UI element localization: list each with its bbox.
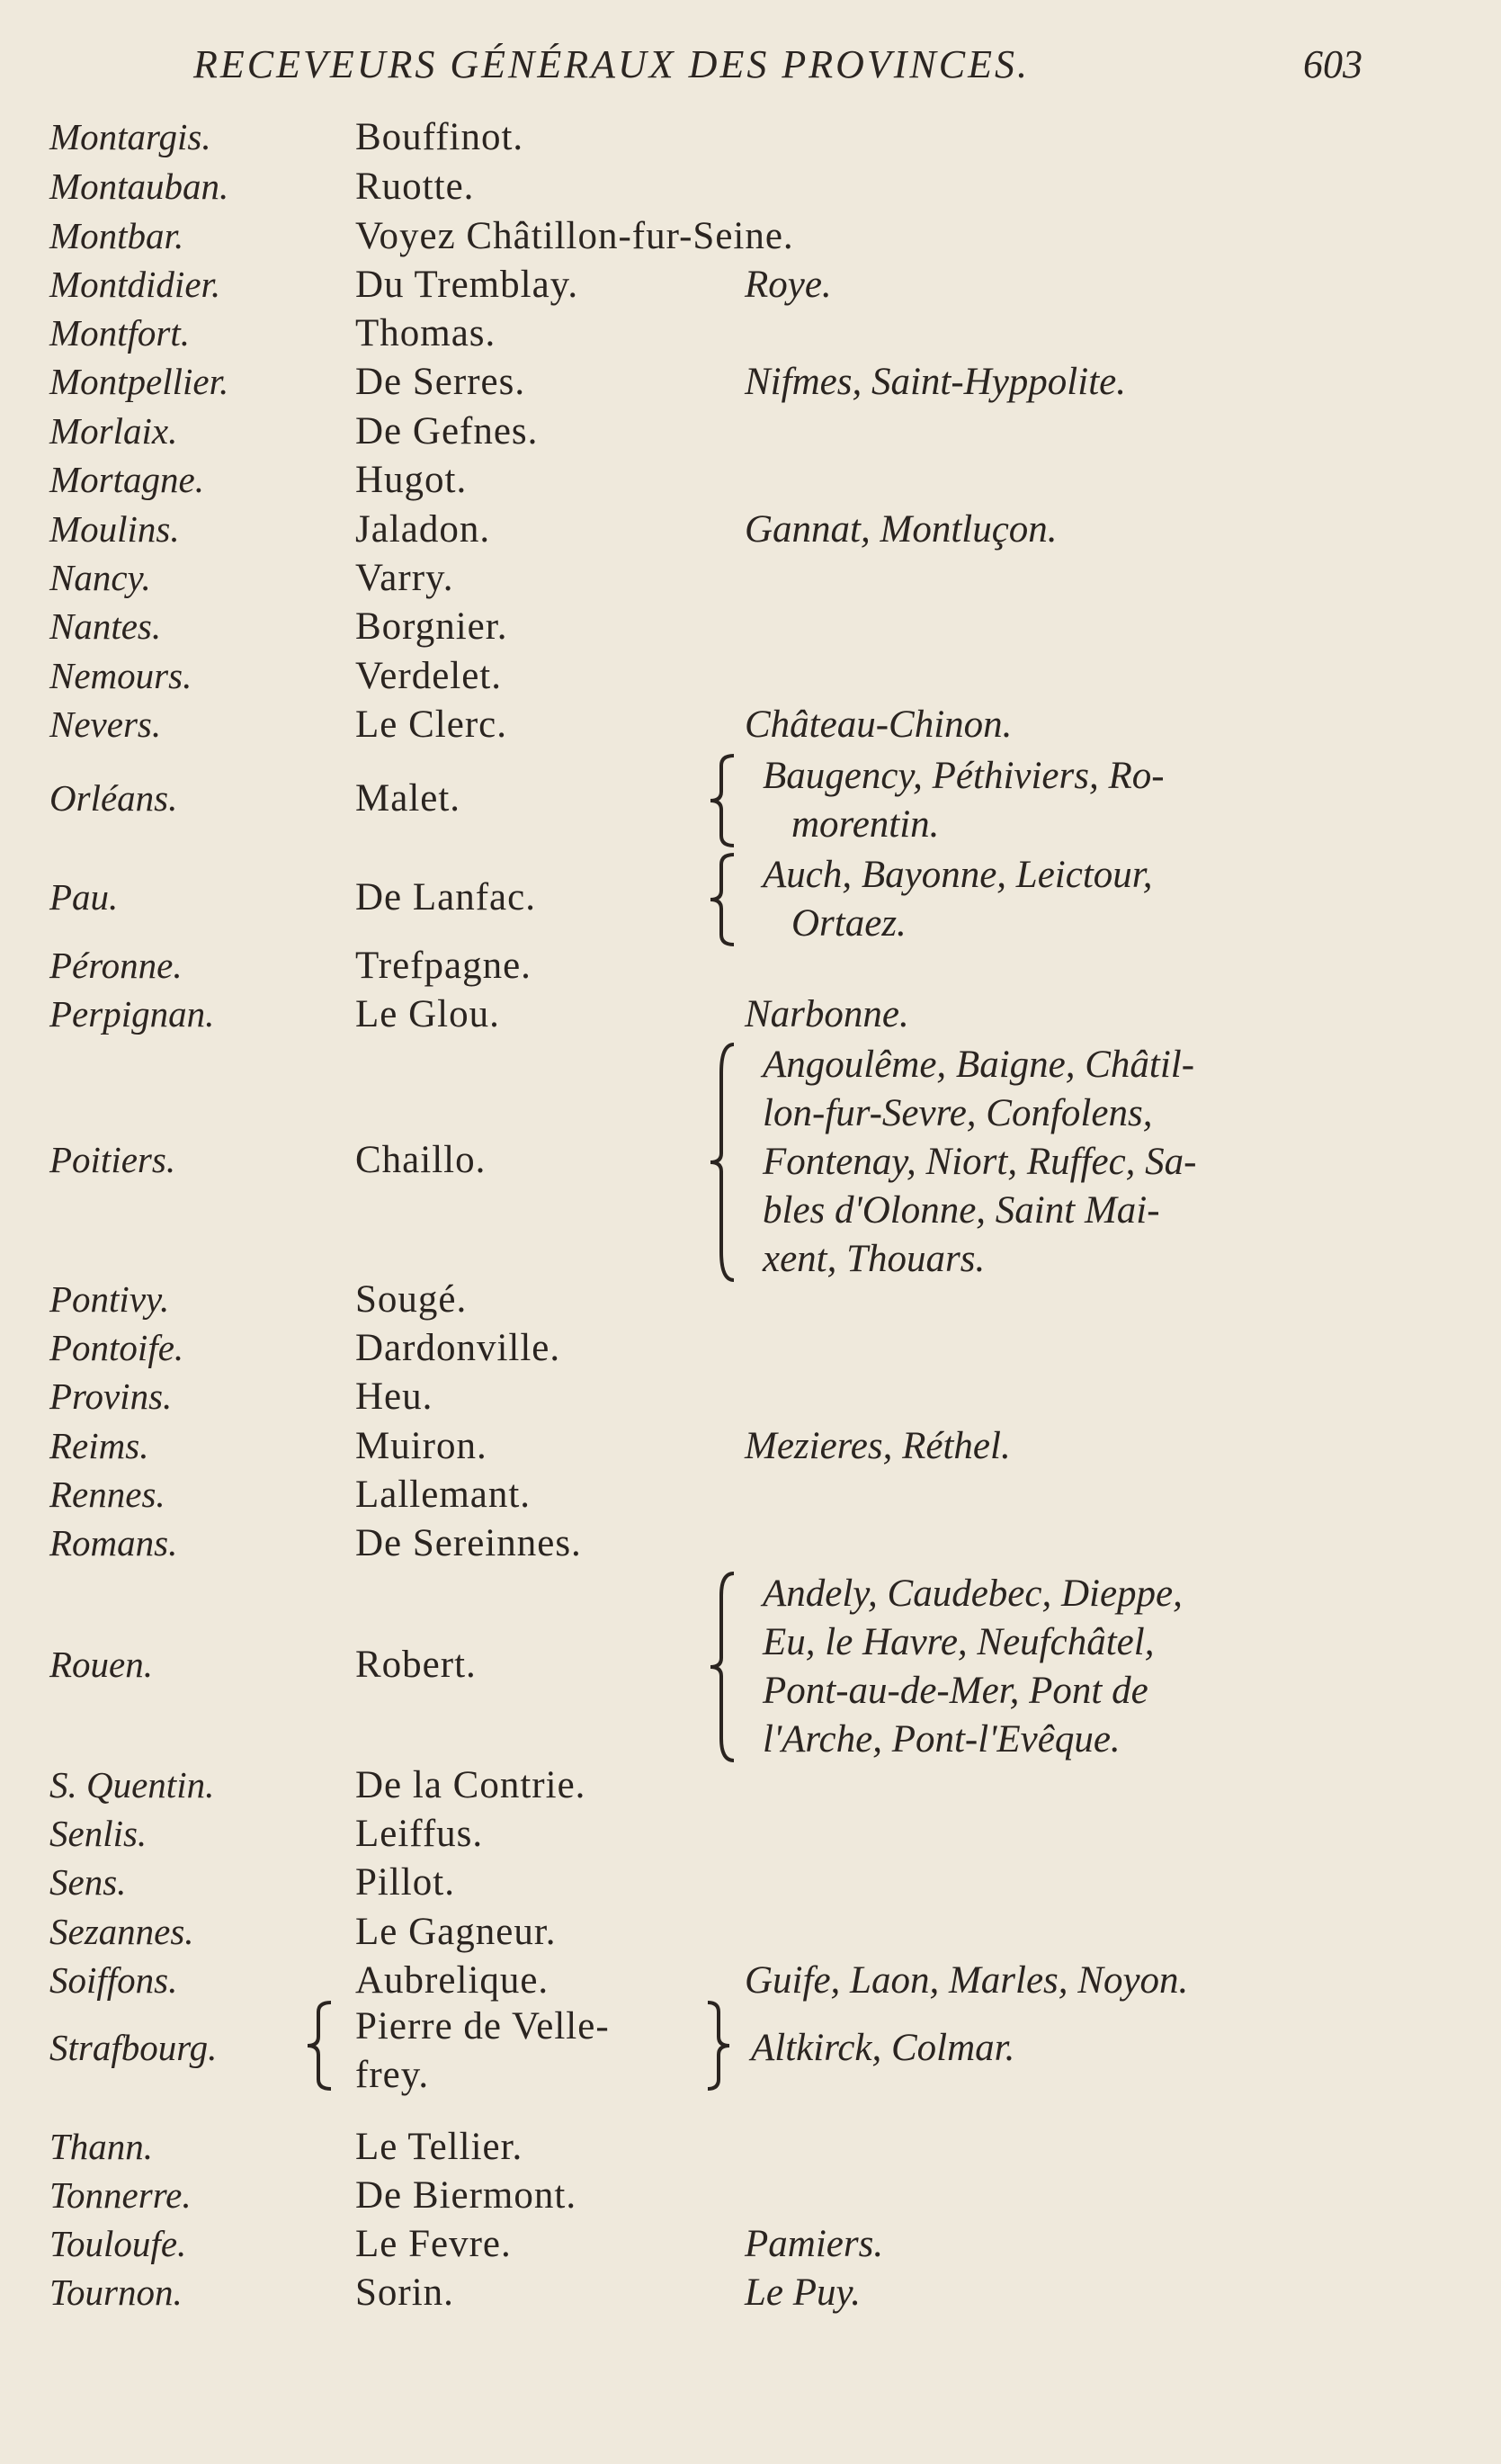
place-name: Touloufe. bbox=[49, 2223, 187, 2264]
town-list: Guife, Laon, Marles, Noyon. bbox=[745, 1959, 1189, 2002]
receiver-name: Sougé. bbox=[355, 1278, 468, 1321]
place-name: Montfort. bbox=[49, 312, 191, 354]
place-name: Soiffons. bbox=[49, 1959, 178, 2001]
place-name: Poitiers. bbox=[49, 1139, 176, 1180]
place-name: Rouen. bbox=[49, 1644, 153, 1685]
place-name: Moulins. bbox=[49, 508, 180, 550]
town-line: morentin. bbox=[791, 803, 940, 846]
town-list: Altkirck, Colmar. bbox=[751, 2027, 1015, 2069]
town-list bbox=[763, 851, 1153, 948]
receiver-name: Varry. bbox=[355, 557, 454, 599]
brace-left bbox=[709, 754, 734, 847]
place-name: Montauban. bbox=[49, 166, 229, 207]
receiver-name bbox=[355, 2003, 610, 2100]
place-name: Mortagne. bbox=[49, 459, 204, 500]
receiver-name: Sorin. bbox=[355, 2271, 454, 2314]
place-name: Montargis. bbox=[49, 116, 211, 157]
place-name: Senlis. bbox=[49, 1813, 147, 1854]
town-list: Pamiers. bbox=[745, 2223, 884, 2265]
place-name: Nancy. bbox=[49, 557, 151, 598]
receiver-name: De Serres. bbox=[355, 361, 526, 403]
receiver-name: Verdelet. bbox=[355, 655, 503, 697]
brace-right bbox=[706, 2001, 731, 2091]
place-name: Romans. bbox=[49, 1522, 178, 1564]
town-line: Andely, Caudebec, Dieppe, bbox=[763, 1572, 1183, 1615]
receiver-name: Voyez Châtillon-fur-Seine. bbox=[355, 215, 794, 257]
town-line: Ortaez. bbox=[791, 902, 907, 945]
town-line: Eu, le Havre, Neufchâtel, bbox=[763, 1621, 1155, 1663]
town-line: Pont-au-de-Mer, Pont de bbox=[763, 1670, 1148, 1712]
town-list: Narbonne. bbox=[745, 993, 909, 1035]
place-name: Montpellier. bbox=[49, 361, 229, 402]
receiver-line: Pierre de Velle- bbox=[355, 2005, 610, 2047]
place-name: Nantes. bbox=[49, 605, 162, 647]
place-name: Pau. bbox=[49, 876, 119, 918]
header-title: RECEVEURS GÉNÉRAUX DES PROVINCES. bbox=[193, 42, 1030, 86]
town-line: xent, Thouars. bbox=[763, 1238, 986, 1280]
place-name: S. Quentin. bbox=[49, 1764, 215, 1805]
town-list: Le Puy. bbox=[745, 2271, 861, 2314]
receiver-name: De Biermont. bbox=[355, 2174, 577, 2217]
place-name: Pontoife. bbox=[49, 1327, 184, 1368]
town-line: l'Arche, Pont-l'Evêque. bbox=[763, 1718, 1121, 1761]
receiver-line: frey. bbox=[355, 2054, 430, 2096]
receiver-name: Hugot. bbox=[355, 459, 468, 501]
town-list bbox=[763, 1570, 1183, 1764]
receiver-name: Robert. bbox=[355, 1644, 477, 1686]
place-name: Péronne. bbox=[49, 945, 183, 986]
place-name: Orléans. bbox=[49, 777, 178, 819]
town-list: Gannat, Montluçon. bbox=[745, 508, 1058, 551]
town-line: Fontenay, Niort, Ruffec, Sa- bbox=[763, 1141, 1197, 1183]
place-name: Nemours. bbox=[49, 655, 192, 696]
receiver-name: Jaladon. bbox=[355, 508, 491, 551]
receiver-name: Lallemant. bbox=[355, 1474, 532, 1516]
receiver-name: Dardonville. bbox=[355, 1327, 561, 1369]
town-line: bles d'Olonne, Saint Mai- bbox=[763, 1189, 1160, 1232]
brace-left bbox=[709, 1043, 734, 1282]
place-name: Sezannes. bbox=[49, 1911, 194, 1952]
place-name: Tonnerre. bbox=[49, 2174, 192, 2216]
receiver-name: Pillot. bbox=[355, 1861, 455, 1904]
town-list: Nifmes, Saint-Hyppolite. bbox=[745, 361, 1126, 403]
place-name: Montbar. bbox=[49, 215, 184, 256]
town-line: Baugency, Péthiviers, Ro- bbox=[763, 755, 1165, 797]
receiver-name: De Lanfac. bbox=[355, 876, 536, 918]
receiver-name: Leiffus. bbox=[355, 1813, 484, 1855]
receiver-name: Malet. bbox=[355, 777, 461, 820]
town-line: lon-fur-Sevre, Confolens, bbox=[763, 1092, 1153, 1134]
receiver-name: Muiron. bbox=[355, 1425, 487, 1467]
town-list: Mezieres, Réthel. bbox=[745, 1425, 1011, 1467]
place-name: Morlaix. bbox=[49, 410, 178, 452]
brace-left bbox=[306, 2001, 331, 2091]
town-list bbox=[763, 1041, 1196, 1284]
town-list bbox=[763, 752, 1165, 849]
receiver-name: Thomas. bbox=[355, 312, 496, 354]
receiver-name: Du Tremblay. bbox=[355, 264, 579, 306]
receiver-name: De la Contrie. bbox=[355, 1764, 586, 1806]
place-name: Thann. bbox=[49, 2126, 154, 2167]
receiver-name: Heu. bbox=[355, 1375, 433, 1418]
place-name: Montdidier. bbox=[49, 264, 221, 305]
receiver-name: Trefpagne. bbox=[355, 945, 532, 987]
place-name: Rennes. bbox=[49, 1474, 165, 1515]
receiver-name: Le Tellier. bbox=[355, 2126, 523, 2168]
running-header bbox=[193, 34, 1363, 97]
place-name: Strafbourg. bbox=[49, 2027, 218, 2068]
town-line: Auch, Bayonne, Leictour, bbox=[763, 854, 1153, 896]
place-name: Reims. bbox=[49, 1425, 149, 1466]
receiver-name: Ruotte. bbox=[355, 166, 475, 208]
place-name: Provins. bbox=[49, 1375, 173, 1417]
receiver-name: Aubrelique. bbox=[355, 1959, 549, 2002]
page-number: 603 bbox=[1303, 42, 1363, 86]
place-name: Sens. bbox=[49, 1861, 127, 1903]
place-name: Tournon. bbox=[49, 2271, 183, 2313]
receiver-name: De Gefnes. bbox=[355, 410, 539, 452]
town-list: Château-Chinon. bbox=[745, 703, 1013, 746]
place-name: Perpignan. bbox=[49, 993, 215, 1035]
brace-left bbox=[709, 1572, 734, 1762]
brace-left bbox=[709, 853, 734, 946]
receiver-name: Le Glou. bbox=[355, 993, 500, 1035]
receiver-name: Chaillo. bbox=[355, 1139, 487, 1181]
receiver-name: Bouffinot. bbox=[355, 116, 524, 158]
receiver-name: Le Clerc. bbox=[355, 703, 507, 746]
receiver-name: Le Gagneur. bbox=[355, 1911, 557, 1953]
place-name: Nevers. bbox=[49, 703, 162, 745]
receiver-name: Borgnier. bbox=[355, 605, 508, 648]
receiver-name: De Sereinnes. bbox=[355, 1522, 582, 1564]
town-line: Angoulême, Baigne, Châtil- bbox=[763, 1044, 1195, 1086]
receiver-name: Le Fevre. bbox=[355, 2223, 512, 2265]
place-name: Pontivy. bbox=[49, 1278, 170, 1320]
town-list: Roye. bbox=[745, 264, 832, 306]
